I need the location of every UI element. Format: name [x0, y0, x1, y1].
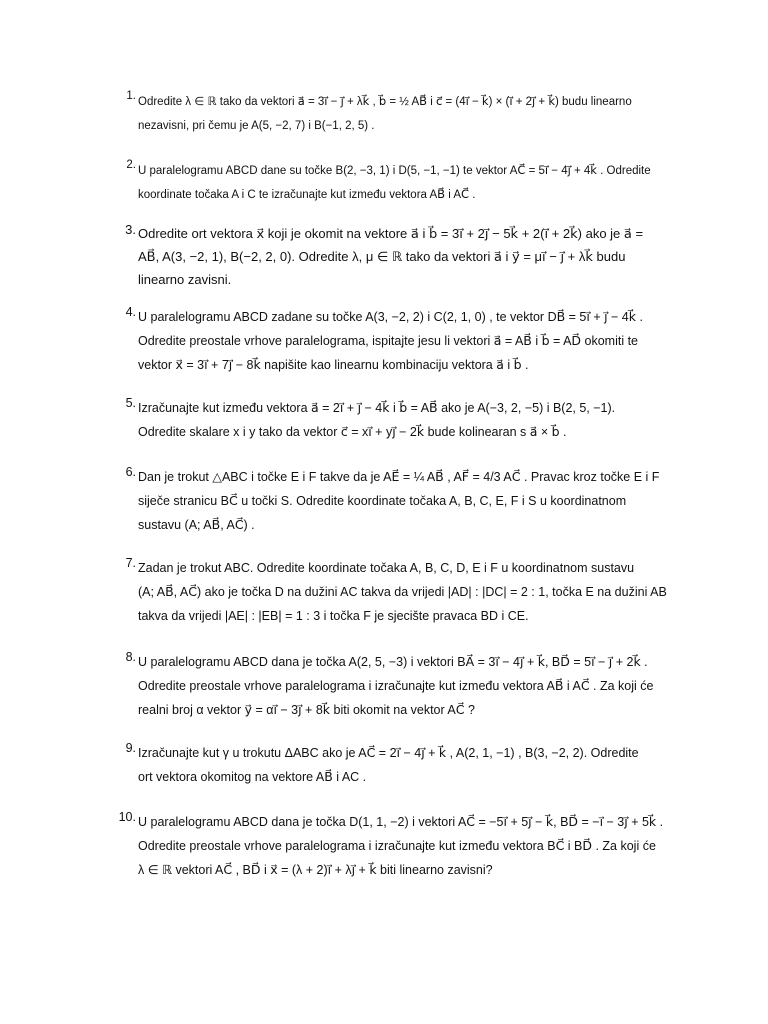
- problem-number: 7.: [125, 556, 136, 570]
- problem-line: koordinate točaka A i C te izračunajte kut između vektora AB⃗ i AC⃗ .: [138, 189, 476, 201]
- problem-line: Odredite preostale vrhove paralelograma i izračunajte kut između vektora BC⃗ i BD⃗ . Za koji će: [138, 839, 656, 853]
- problem-number: 9.: [125, 741, 136, 755]
- problem-line: ort vektora okomitog na vektore AB⃗ i AC .: [138, 770, 367, 784]
- problem-text: [138, 305, 704, 377]
- problem-number: 10.: [118, 810, 136, 824]
- problem-line: Odredite skalare x i y tako da vektor c⃗ = xi⃗ + yj⃗ − 2k⃗ bude kolinearan s a⃗ × b⃗ .: [138, 425, 567, 439]
- problem-text: [138, 159, 704, 207]
- problem-line: sustavu (A; AB⃗, AC⃗) .: [138, 518, 255, 532]
- problem-text: [138, 741, 704, 789]
- problem-line: Zadan je trokut ABC. Odredite koordinate točaka A, B, C, D, E i F u koordinatnom sustavu: [138, 561, 635, 575]
- problem-line: U paralelogramu ABCD dane su točke B(2, −3, 1) i D(5, −1, −1) te vektor AC⃗ = 5i⃗ − 4j⃗ + 4k⃗ . Odredite: [138, 165, 651, 177]
- problem-line: U paralelogramu ABCD dana je točka A(2, 5, −3) i vektori BA⃗ = 3i⃗ − 4j⃗ + k⃗, BD⃗ = 5i⃗ − j⃗ + 2k⃗ .: [138, 655, 648, 669]
- problem-line: U paralelogramu ABCD dana je točka D(1, 1, −2) i vektori AC⃗ = −5i⃗ + 5j⃗ − k⃗, BD⃗ = −i⃗ − 3j⃗ + 5k⃗ .: [138, 815, 664, 829]
- problem-number: 1.: [126, 90, 136, 102]
- problem-text: [138, 556, 704, 628]
- problem-line: AB⃗, A(3, −2, 1), B(−2, 2, 0). Odredite λ, μ ∈ ℝ tako da vektori a⃗ i y⃗ = μi⃗ − j⃗ + λk⃗ budu: [138, 249, 626, 264]
- problem-line: λ ∈ ℝ vektori AC⃗ , BD⃗ i x⃗ = (λ + 2)i⃗ + λj⃗ + k⃗ biti linearno zavisni?: [138, 863, 493, 877]
- problem-line: Odredite λ ∈ ℝ tako da vektori a⃗ = 3i⃗ − j⃗ + λk⃗ , b⃗ = ½ AB⃗ i c⃗ = (4i⃗ − k⃗) × (i⃗ + 2j⃗ + k⃗) budu linearno: [138, 96, 632, 108]
- problem-text: [138, 396, 704, 444]
- problem-line: (A; AB⃗, AC⃗) ako je točka D na dužini AC takva da vrijedi |AD| : |DC| = 2 : 1, točka E na dužini AB: [138, 585, 667, 599]
- problem-line: Odredite preostale vrhove paralelograma, ispitajte jesu li vektori a⃗ = AB⃗ i b⃗ = AD⃗ okomiti te: [138, 334, 638, 348]
- problem-line: Dan je trokut △ABC i točke E i F takve da je AE⃗ = ¼ AB⃗ , AF⃗ = 4/3 AC⃗ . Pravac kroz točke E i F: [138, 470, 660, 484]
- problem-line: U paralelogramu ABCD zadane su točke A(3, −2, 2) i C(2, 1, 0) , te vektor DB⃗ = 5i⃗ + j⃗ − 4k⃗ .: [138, 310, 643, 324]
- problem-line: vektor x⃗ = 3i⃗ + 7j⃗ − 8k⃗ napišite kao linearnu kombinaciju vektora a⃗ i b⃗ .: [138, 358, 529, 372]
- problem-text: [138, 650, 704, 722]
- problem-line: Izračunajte kut γ u trokutu ΔABC ako je AC⃗ = 2i⃗ − 4j⃗ + k⃗ , A(2, 1, −1) , B(3, −2, 2). Odredite: [138, 746, 639, 760]
- problem-number: 8.: [125, 650, 136, 664]
- problem-line: nezavisni, pri čemu je A(5, −2, 7) i B(−1, 2, 5) .: [138, 120, 375, 132]
- problem-number: 5.: [125, 396, 136, 410]
- problem-number: 6.: [125, 465, 136, 479]
- problem-line: siječe stranicu BC⃗ u točki S. Odredite koordinate točaka A, B, C, E, F i S u koordinatnom: [138, 494, 627, 508]
- problem-number: 3.: [125, 222, 136, 237]
- problem-line: linearno zavisni.: [138, 272, 232, 287]
- problem-text: [138, 465, 704, 537]
- problem-number: 2.: [126, 159, 136, 171]
- problem-line: Odredite preostale vrhove paralelograma i izračunajte kut između vektora AB⃗ i AC⃗ . Za koji će: [138, 679, 654, 693]
- problem-text: [138, 222, 704, 291]
- problem-number: 4.: [125, 305, 136, 319]
- problem-text: [138, 90, 704, 138]
- problem-line: takva da vrijedi |AE| : |EB| = 1 : 3 i točka F je sjecište pravaca BD i CE.: [138, 609, 529, 623]
- problem-line: realni broj α vektor y⃗ = αi⃗ − 3j⃗ + 8k⃗ biti okomit na vektor AC⃗ ?: [138, 703, 475, 717]
- problem-text: [138, 810, 704, 882]
- problem-line: Odredite ort vektora x⃗ koji je okomit na vektore a⃗ i b⃗ = 3i⃗ + 2j⃗ − 5k⃗ + 2(i⃗ + 2k⃗) ako je a⃗ =: [138, 226, 644, 241]
- problem-line: Izračunajte kut između vektora a⃗ = 2i⃗ + j⃗ − 4k⃗ i b⃗ = AB⃗ ako je A(−3, 2, −5) i B(2, 5, −1).: [138, 401, 616, 415]
